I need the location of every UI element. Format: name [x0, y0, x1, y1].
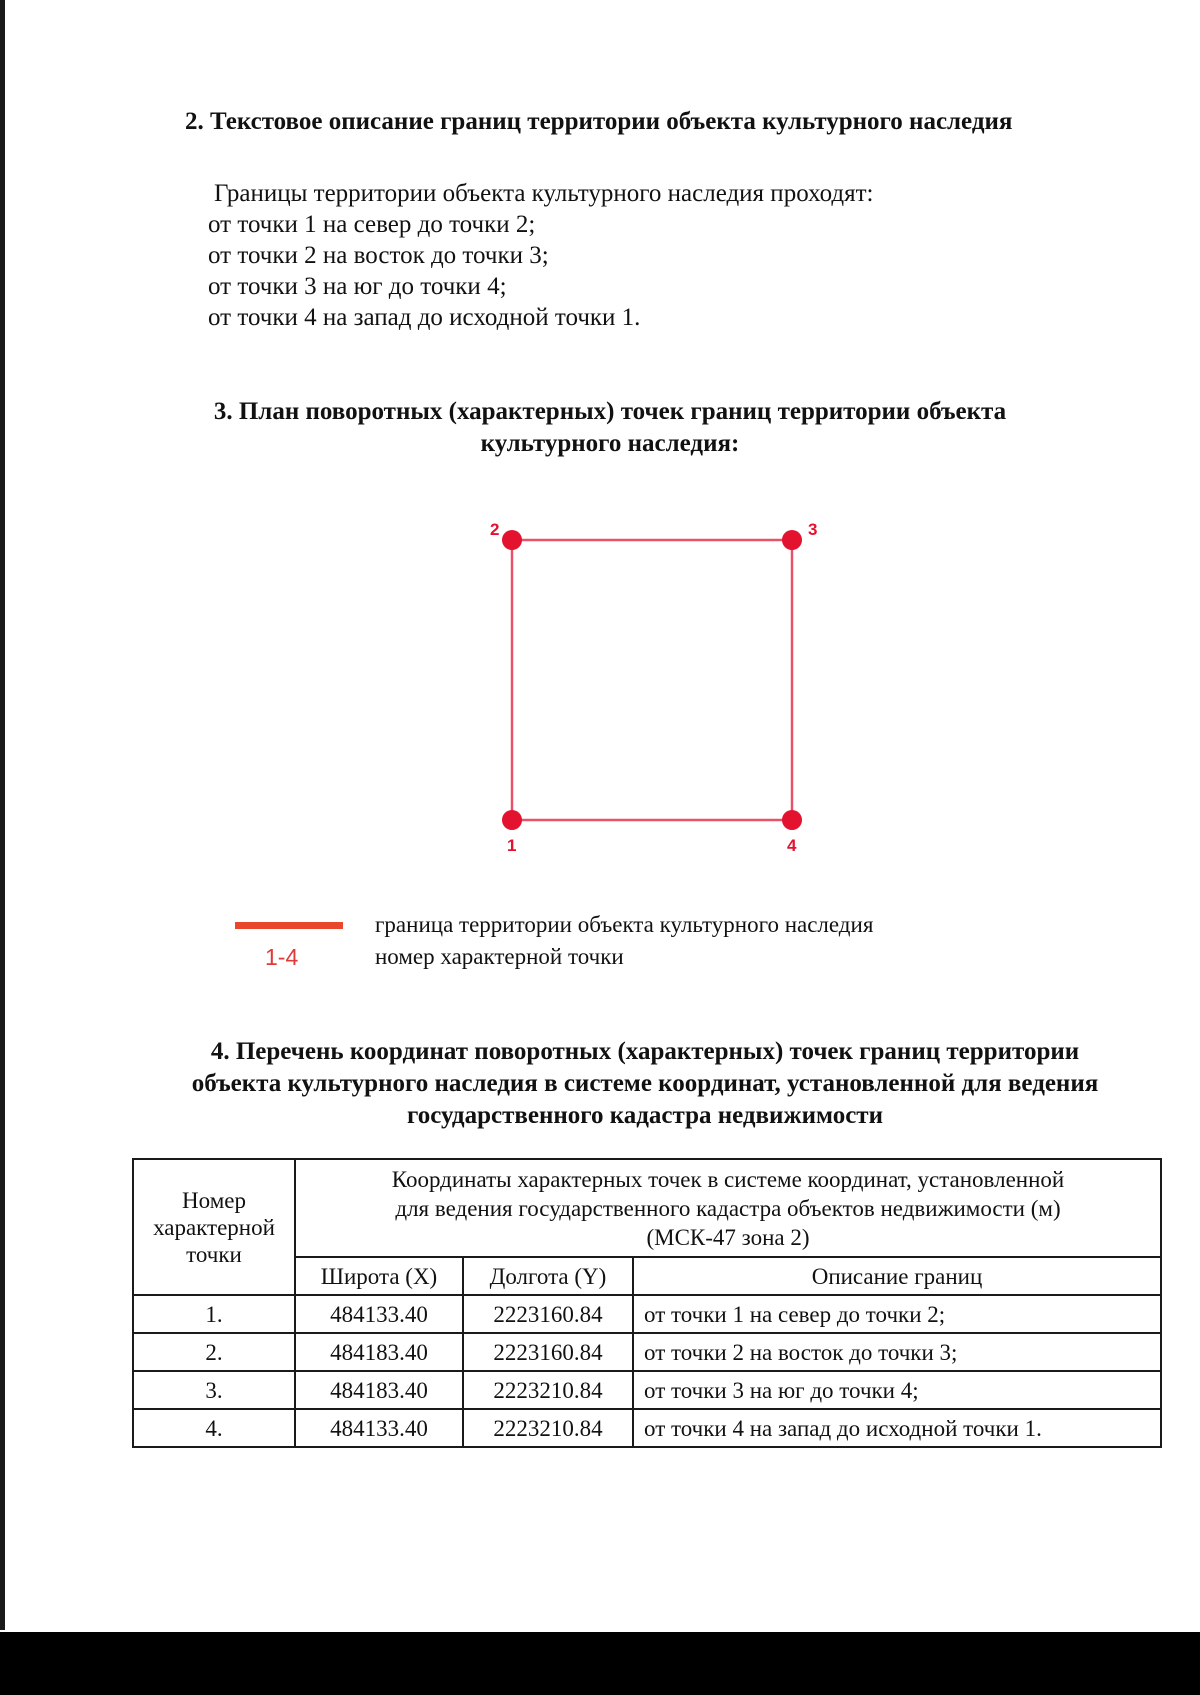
- cell-x: 484183.40: [295, 1371, 463, 1409]
- description-line: от точки 1 на север до точки 2;: [208, 211, 536, 238]
- boundary-point-3: [782, 530, 802, 550]
- boundary-line: [512, 540, 792, 820]
- legend-point-sample: 1-4: [265, 944, 299, 970]
- header-latitude-x: Широта (X): [295, 1257, 463, 1295]
- header-point-line: характерной: [153, 1214, 275, 1240]
- legend-boundary-swatch: [235, 922, 343, 929]
- section-4-heading: [120, 1036, 1170, 1132]
- cell-description: от точки 3 на юг до точки 4;: [633, 1371, 1161, 1409]
- description-line: от точки 4 на запад до исходной точки 1.: [208, 304, 641, 331]
- cell-x: 484183.40: [295, 1333, 463, 1371]
- boundary-point-2: [502, 530, 522, 550]
- table-row: [133, 1409, 1161, 1447]
- boundary-description: [208, 178, 1108, 333]
- scan-left-edge: [0, 0, 5, 1630]
- section-4-heading-line2: объекта культурного наследия в системе координат, установленной для ведения: [191, 1070, 1099, 1097]
- header-group-line: Координаты характерных точек в системе координат, установленной: [391, 1166, 1065, 1192]
- boundary-point-1: [502, 810, 522, 830]
- cell-description: от точки 2 на восток до точки 3;: [633, 1333, 1161, 1371]
- boundary-plan: [460, 505, 820, 865]
- header-coordinates-group: [295, 1159, 1161, 1257]
- cell-y: 2223160.84: [463, 1295, 633, 1333]
- section-2-heading: 2. Текстовое описание границ территории объекта культурного наследия: [185, 108, 1013, 135]
- header-point-line: Номер: [182, 1187, 246, 1213]
- description-line: от точки 2 на восток до точки 3;: [208, 242, 549, 269]
- header-boundary-description: Описание границ: [633, 1257, 1161, 1295]
- table-row: [133, 1333, 1161, 1371]
- boundary-point-label-2: 2: [490, 520, 500, 539]
- boundary-point-label-4: 4: [787, 836, 797, 855]
- plan-legend: [230, 912, 1030, 982]
- section-4-heading-line1: 4. Перечень координат поворотных (характерных) точек границ территории: [210, 1038, 1080, 1065]
- table-row: [133, 1371, 1161, 1409]
- cell-point-number: 1.: [133, 1295, 295, 1333]
- cell-x: 484133.40: [295, 1409, 463, 1447]
- cell-y: 2223210.84: [463, 1409, 633, 1447]
- coordinates-table: [132, 1158, 1162, 1448]
- cell-description: от точки 1 на север до точки 2;: [633, 1295, 1161, 1333]
- cell-point-number: 4.: [133, 1409, 295, 1447]
- header-point-line: точки: [186, 1241, 242, 1267]
- section-3-heading: [150, 396, 1070, 460]
- description-line: от точки 3 на юг до точки 4;: [208, 273, 507, 300]
- header-group-line: (МСК-47 зона 2): [646, 1224, 810, 1250]
- description-intro: Границы территории объекта культурного наследия проходят:: [214, 180, 874, 207]
- cell-x: 484133.40: [295, 1295, 463, 1333]
- section-3-heading-line1: 3. План поворотных (характерных) точек границ территории объекта: [213, 398, 1007, 425]
- boundary-point-label-1: 1: [507, 836, 517, 855]
- cell-description: от точки 4 на запад до исходной точки 1.: [633, 1409, 1161, 1447]
- table-row: [133, 1295, 1161, 1333]
- legend-boundary-text: граница территории объекта культурного наследия: [375, 912, 874, 937]
- cell-point-number: 3.: [133, 1371, 295, 1409]
- section-3-heading-line2: культурного наследия:: [480, 430, 740, 457]
- boundary-point-label-3: 3: [808, 520, 818, 539]
- scan-bottom-band: [0, 1632, 1200, 1695]
- cell-y: 2223160.84: [463, 1333, 633, 1371]
- boundary-point-4: [782, 810, 802, 830]
- cell-point-number: 2.: [133, 1333, 295, 1371]
- cell-y: 2223210.84: [463, 1371, 633, 1409]
- legend-point-text: номер характерной точки: [375, 944, 624, 969]
- header-group-line: для ведения государственного кадастра объектов недвижимости (м): [395, 1195, 1061, 1221]
- header-point-number: [133, 1159, 295, 1295]
- header-longitude-y: Долгота (Y): [463, 1257, 633, 1295]
- section-4-heading-line3: государственного кадастра недвижимости: [407, 1102, 883, 1129]
